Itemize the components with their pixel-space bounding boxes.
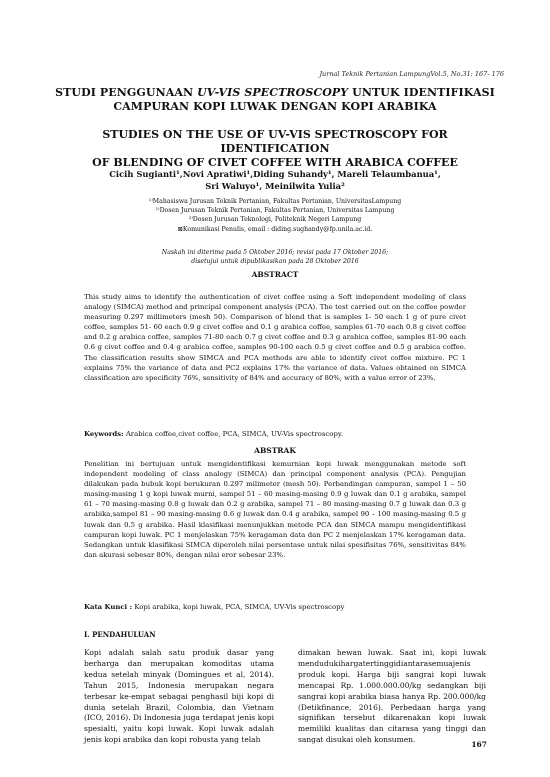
title-en-line2: OF BLENDING OF CIVET COFFEE WITH ARABICA COFFEE [92, 156, 458, 169]
affiliations [46, 197, 504, 234]
submission-line1: Naskah ini diterima pada 5 Oktober 2016; revisi pada 17 Oktober 2016; [161, 249, 389, 256]
authors-line1: Cicih Sugianti¹,Novi Apratiwi¹,Diding Suhandy¹, Mareli Telaumbanua¹, [109, 169, 441, 179]
submission-dates [46, 248, 504, 266]
title-id-line2: CAMPURAN KOPI LUWAK DENGAN KOPI ARABIKA [113, 100, 437, 113]
title-id-part3: UNTUK IDENTIFIKASI [348, 86, 495, 99]
abstrak-heading: ABSTRAK [254, 446, 296, 455]
title-indonesian [46, 86, 504, 114]
section-heading-introduction: I. PENDAHULUAN [84, 630, 156, 639]
keywords-text: Arabica coffee,civet coffee, PCA, SIMCA, UV-Vis spectroscopy. [123, 430, 344, 438]
title-english [46, 128, 504, 170]
page-number: 167 [471, 740, 487, 749]
authors [46, 168, 504, 192]
affiliation-3: ²⁾Dosen Jurusan Teknologi, Politeknik Negeri Lampung [188, 216, 362, 224]
submission-line2: disetujui untuk dipublikasikan pada 28 Oktober 2016 [191, 258, 359, 265]
body-column-left: Kopi adalah salah satu produk dasar yang berharga dan merupakan komoditas utama kedua setelah minyak (Domingues et al, 2014). Tahun 2015, Indonesia merupakan negara terbesar ke-empat sebagai penghasil biji kopi di dunia setelah Brazil, Colombia, dan Vietnam (ICO, 2016). Di Indonesia juga terdapat jenis kopi spesialti, yaitu kopi luwak. Kopi luwak adalah jenis kopi arabika dan kopi robusta yang telah [84, 648, 274, 745]
keywords-label: Keywords: [84, 430, 124, 438]
corresponding-email: ⊠Komunikasi Penulis, email : diding.sughandy@fp.unila.ac.id. [177, 225, 373, 233]
kata-kunci-text: Kopi arabika, kopi luwak, PCA, SIMCA, UV-Vis spectroscopy [132, 603, 345, 611]
title-id-italic: UV-VIS SPECTROSCOPY [197, 86, 349, 99]
abstract-text: This study aims to identify the authentication of civet coffee using a Soft independent modeling of class analogy (SIMCA) method and principal component analysis (PCA). The test carried out on the coffee powder measuring 0.297 millimeters (mesh 50). Comparison of blend that is samples 1- 50 each 1 g of pure civet coffee, samples 51- 60 each 0.9 g civet coffee and 0.1 g arabica coffee, samples 61-70 each 0.8 g civet coffee and 0.2 g arabica coffee, samples 71-80 each 0.7 g civet coffee and 0.3 g arabica coffee, samples 81-90 each 0.6 g civet coffee and 0.4 g arabica coffee, samples 90-100 each 0.5 g civet coffee and 0.5 g arabica coffee. The classification results show SIMCA and PCA methods are able to identify civet coffee mixture. PC 1 explains 75% the variance of data and PC2 explains 17% the variance of data. Values obtained on SIMCA classification are specificity 76%, sensitivity of 84% and accuracy of 80%, with a value error of 23%. [84, 293, 466, 382]
affiliation-1: ¹⁾Mahasiswa Jurusan Teknik Pertanian, Fakultas Pertanian, UniversitasLampung [148, 198, 402, 205]
journal-header: Jurnal Teknik Pertanian LampungVol.5, No.31: 167- 176 [319, 70, 504, 78]
body-column-right: dimakan hewan luwak. Saat ini, kopi luwak mendudukihargatertinggidiantarasemuajenis produk kopi. Harga biji sangrai kopi luwak mencapai Rp. 1.000.000.00/kg sedangkan biji sangrai kopi arabika biasa hanya Rp. 200.000/kg (Detikfinance, 2016). Perbedaan harga yang signifikan tersebut dikarenakan kopi luwak memiliki kualitas dan citarasa yang tinggi dan sangat disukai oleh konsumen. [298, 648, 486, 745]
kata-kunci-label: Kata Kunci : [84, 603, 133, 611]
kata-kunci [84, 603, 466, 611]
abstract-heading: ABSTRACT [251, 270, 299, 279]
title-en-line1: STUDIES ON THE USE OF UV-VIS SPECTROSCOPY FOR IDENTIFICATION [102, 128, 448, 155]
keywords [84, 430, 466, 438]
title-id-part1: STUDI PENGGUNAAN [55, 86, 198, 99]
abstrak-text: Penelitian ini bertujuan untuk mengidentifikasi kemurnian kopi luwak menggunakan metode soft independent modeling of class analogy (SIMCA) dan principal component analysis (PCA). Pengujian dilakukan pada bubuk kopi berukuran 0.297 milimeter (mesh 50). Perbandingan campuran, sampel 1 – 50 masing-masing 1 g kopi luwak murni, sampel 51 – 60 masing-masing 0.9 g luwak dan 0.1 g arabika, sampel 61 – 70 masing-masing 0.8 g luwak dan 0.2 g arabika, sampel 71 – 80 masing-masing 0.7 g luwak dan 0.3 g arabika,sampel 81 – 90 masing-masing 0.6 g luwak dan 0.4 g arabika, sampel 90 – 100 masing-masing 0.5 g luwak dan 0.5 g arabika. Hasil klasifikasi menunjukkan metode PCA dan SIMCA mampu mengidentifikasi campuran kopi luwak. PC 1 menjelaskan 75% keragaman data dan PC 2 menjelaskan 17% keragaman data. Sedangkan untuk klasifikasi SIMCA diperoleh nilai persentase untuk nilai spesifisitas 76%, sensitivitas 84% dan akurasi sebesar 80%, dengan nilai eror sebesar 23%. [84, 460, 466, 559]
authors-line2: Sri Waluyo¹, Meinilwita Yulia² [205, 181, 345, 191]
affiliation-2: ¹⁾Dosen Jurusan Teknik Pertanian, Fakultas Pertanian, Universitas Lampung [155, 207, 395, 215]
